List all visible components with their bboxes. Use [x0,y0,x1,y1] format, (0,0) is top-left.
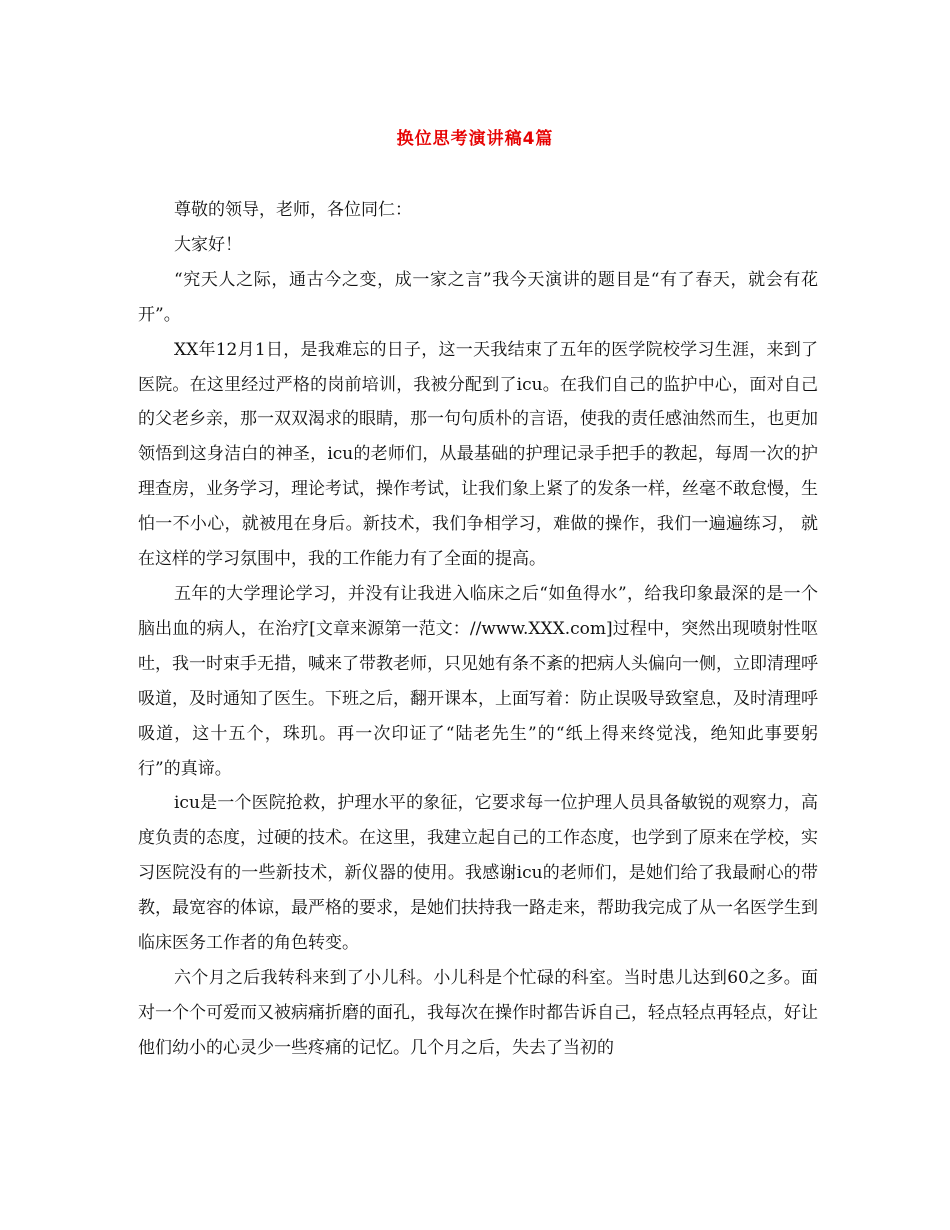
paragraph-greeting: 大家好！ [174,234,242,255]
paragraph-pediatrics: 六个月之后我转科来到了小儿科。小儿科是个忙碌的科室。当时患儿达到60之多。面对一个个可爱而又被病痛折磨的面孔，我每次在操作时都告诉自己，轻点轻点再轻点，好让他们幼小的心灵少一些疼痛的记忆。几个月之后，失去了当初的 [138,967,818,1058]
paragraph-first-patient: 五年的大学理论学习，并没有让我进入临床之后“如鱼得水”，给我印象最深的是一个脑出血的病人，在治疗[文章来源第一范文：//www.XXX.com]过程中，突然出现喷射性呕吐，我一时束手无措，喊来了带教老师，只见她有条不紊的把病人头偏向一侧，立即清理呼吸道，及时通知了医生。下班之后，翻开课本，上面写着：防止误吸导致窒息，及时清理呼吸道，这十五个，珠玑。再一次印证了“陆老先生”的“纸上得来终觉浅，绝知此事要躬行”的真谛。 [138,583,818,779]
paragraph-icu-reflection: icu是一个医院抢救，护理水平的象征，它要求每一位护理人员具备敏锐的观察力，高度负责的态度，过硬的技术。在这里，我建立起自己的工作态度，也学到了原来在学校，实习医院没有的一些新技术，新仪器的使用。我感谢icu的老师们，是她们给了我最耐心的带教，最宽容的体谅，最严格的要求，是她们扶持我一路走来，帮助我完成了从一名医学生到临床医务工作者的角色转变。 [138,793,818,954]
paragraph-icu-start: XX年12月1日，是我难忘的日子，这一天我结束了五年的医学院校学习生涯，来到了医院。在这里经过严格的岗前培训，我被分配到了icu。在我们自己的监护中心，面对自己的父老乡亲，那一双双渴求的眼睛，那一句句质朴的言语，使我的责任感油然而生，也更加领悟到这身洁白的神圣，icu的老师们，从最基础的护理记录手把手的教起，每周一次的护理查房，业务学习，理论考试，操作考试，让我们象上紧了的发条一样，丝毫不敢怠慢，生怕一不小心，就被甩在身后。新技术，我们争相学习，难做的操作，我们一遍遍练习， 就在这样的学习氛围中，我的工作能力有了全面的提高。 [138,339,818,570]
paragraph-intro: “究天人之际，通古今之变，成一家之言”我今天演讲的题目是“有了春天，就会有花开”。 [138,269,818,325]
document-title: 换位思考演讲稿4篇 [396,129,554,149]
paragraph-salutation: 尊敬的领导，老师，各位同仁： [174,200,412,220]
document-body [138,193,818,1066]
